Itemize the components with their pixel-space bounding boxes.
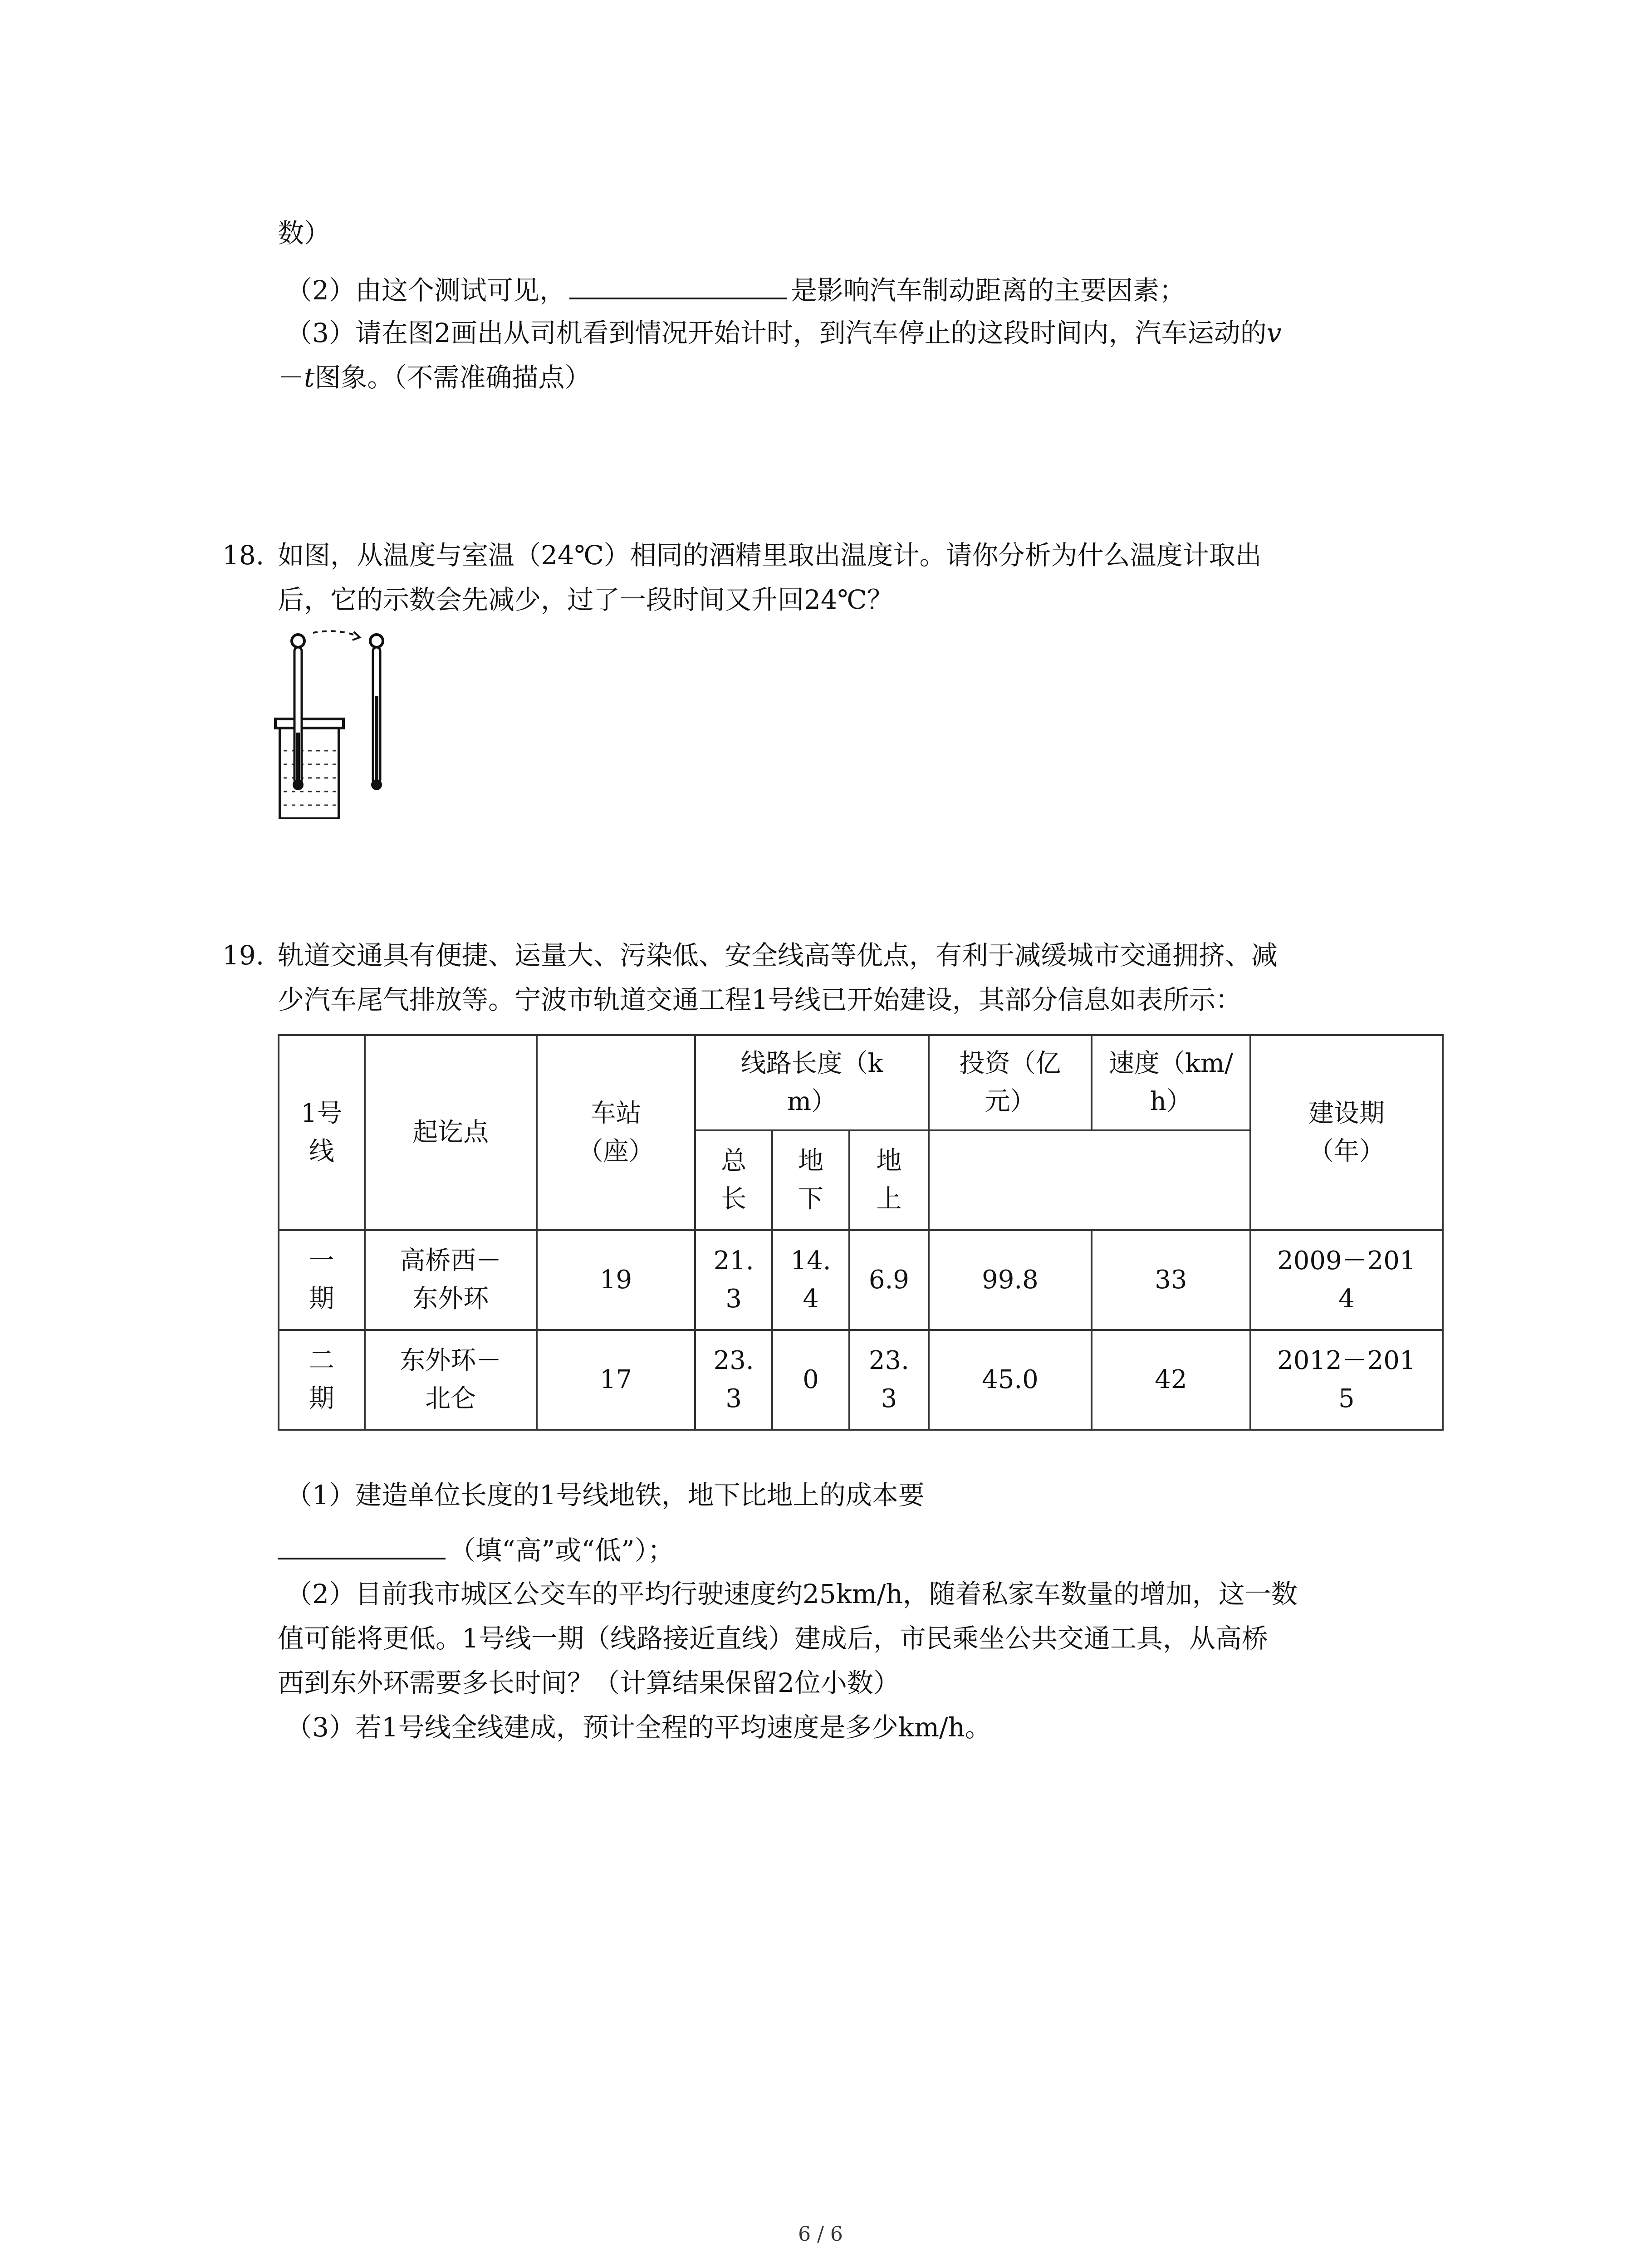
q17-sub3-text-b: 图象。（不需准确描点） [314, 362, 591, 393]
header-underground: 地 下 [772, 1130, 849, 1230]
thermometer-outside [370, 635, 383, 790]
header-stations: 车站 （座） [537, 1035, 696, 1230]
header-investment: 投资（亿 元） [929, 1035, 1092, 1130]
cell-investment: 99.8 [929, 1230, 1092, 1330]
header-aboveground: 地 上 [849, 1130, 929, 1230]
cell-speed: 33 [1092, 1230, 1250, 1330]
cell-total: 23. 3 [695, 1330, 772, 1430]
q17-sub3-line1 [286, 317, 1282, 349]
q17-line0: 数） [278, 218, 331, 249]
cell-phase: 二 期 [279, 1330, 365, 1430]
q19-sub2-line1: （2）目前我市城区公交车的平均行驶速度约25km/h，随着私家车数量的增加，这一数 [286, 1579, 1298, 1609]
q19-number: 19. [222, 940, 265, 971]
answer-blank[interactable] [278, 1532, 446, 1559]
var-t: t [304, 362, 315, 393]
cell-endpoints: 高桥西－ 东外环 [365, 1230, 537, 1330]
cell-speed: 42 [1092, 1330, 1250, 1430]
line1-info-table [278, 1034, 1444, 1431]
cell-aboveground: 6.9 [849, 1230, 929, 1330]
q17-sub2-text-a: （2）由这个测试可见， [286, 275, 566, 306]
cell-underground: 14. 4 [772, 1230, 849, 1330]
answer-blank[interactable] [569, 272, 787, 299]
cell-period: 2012－201 5 [1250, 1330, 1443, 1430]
q18-line1: 如图，从温度与室温（24℃）相同的酒精里取出温度计。请你分析为什么温度计取出 [278, 540, 1262, 571]
q19-sub1-text-b: （填“高”或“低”）； [449, 1535, 674, 1566]
header-speed: 速度（km/ h） [1092, 1035, 1250, 1130]
q19-sub2-line2: 值可能将更低。1号线一期（线路接近直线）建成后，市民乘坐公共交通工具，从高桥 [278, 1623, 1268, 1654]
header-empty-cell [929, 1130, 1250, 1230]
alcohol-cup [275, 719, 343, 819]
q17-sub2-text-b: 是影响汽车制动距离的主要因素； [790, 275, 1185, 306]
cell-total: 21. 3 [695, 1230, 772, 1330]
q17-sub3-line2 [278, 361, 591, 394]
q17-sub2 [286, 272, 1185, 307]
q19-sub1-line2 [278, 1532, 674, 1567]
cell-aboveground: 23. 3 [849, 1330, 929, 1430]
table-row [279, 1330, 1443, 1430]
table-row [279, 1230, 1443, 1330]
q17-sub3-text: （3）请在图2画出从司机看到情况开始计时，到汽车停止的这段时间内，汽车运动的 [286, 318, 1267, 348]
cell-stations: 17 [537, 1330, 696, 1430]
header-total-length: 总 长 [695, 1130, 772, 1230]
thermometer-figure [270, 628, 420, 819]
q19-line2: 少汽车尾气排放等。宁波市轨道交通工程1号线已开始建设，其部分信息如表所示： [278, 984, 1242, 1015]
header-length: 线路长度（k m） [695, 1035, 929, 1130]
cell-endpoints: 东外环－ 北仑 [365, 1330, 537, 1430]
page-number: 6 / 6 [798, 2223, 843, 2246]
q19-sub2-line3: 西到东外环需要多长时间？（计算结果保留2位小数） [278, 1667, 900, 1698]
q19-sub1-line1: （1）建造单位长度的1号线地铁，地下比地上的成本要 [286, 1480, 925, 1510]
var-v: v [1266, 318, 1282, 348]
q18-line2: 后，它的示数会先减少，过了一段时间又升回24℃？ [278, 584, 893, 615]
cell-investment: 45.0 [929, 1330, 1092, 1430]
q18-number: 18. [222, 540, 265, 571]
move-arrow [313, 631, 360, 640]
header-endpoints: 起讫点 [365, 1035, 537, 1230]
cell-underground: 0 [772, 1330, 849, 1430]
cell-stations: 19 [537, 1230, 696, 1330]
alcohol-liquid [284, 751, 336, 805]
header-period: 建设期 （年） [1250, 1035, 1443, 1230]
cell-period: 2009－201 4 [1250, 1230, 1443, 1330]
q19-sub3: （3）若1号线全线建成，预计全程的平均速度是多少km/h。 [286, 1712, 991, 1743]
header-line: 1号 线 [279, 1035, 365, 1230]
q19-line1: 轨道交通具有便捷、运量大、污染低、安全线高等优点，有利于减缓城市交通拥挤、减 [278, 940, 1278, 971]
thermometer-in-cup [292, 635, 304, 790]
cell-phase: 一 期 [279, 1230, 365, 1330]
minus-sign: － [278, 362, 304, 393]
